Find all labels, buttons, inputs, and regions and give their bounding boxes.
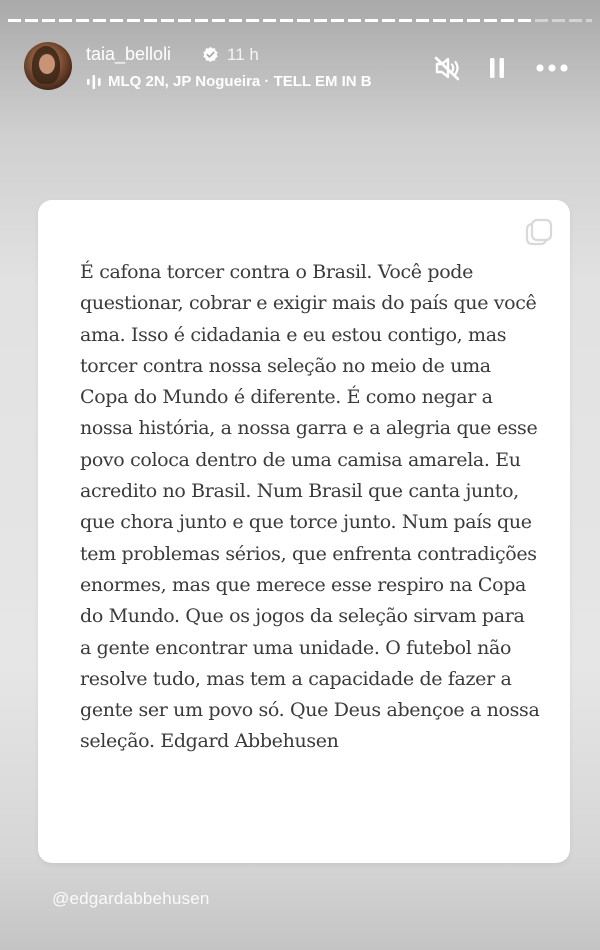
copy-icon[interactable] (524, 218, 554, 248)
mute-button[interactable] (432, 54, 462, 82)
progress-seen-segments (8, 19, 531, 22)
speaker-muted-icon (433, 55, 461, 81)
avatar[interactable] (24, 42, 72, 90)
mention-sticker[interactable]: @edgardabbehusen (52, 889, 210, 908)
more-horizontal-icon (535, 63, 569, 73)
post-card[interactable] (38, 200, 570, 863)
more-options-button[interactable] (532, 54, 572, 82)
music-bars-icon (86, 75, 102, 89)
post-text: É cafona torcer contra o Brasil. Você pode questionar, cobrar e exigir mais do país que você ama. Isso é cidadania e eu estou contigo, mas torcer contra nossa seleção no meio de uma Copa do Mundo é diferente. É como negar a nossa história, a nossa garra e a alegria que esse povo coloca dentro de uma camisa amarela. Eu acredito no Brasil. Num Brasil que canta junto, que chora junto e que torce junto. Num país que tem problemas sérios, que enfrenta contradições enormes, mas que merece esse respiro na Copa do Mundo. Que os jogos da seleção sirvam para a gente encontrar uma unidade. O futebol não resolve tudo, mas tem a capacidade de fazer a gente ser um povo só. Que Deus abençoe a nossa seleção. Edgard Abbehusen (80, 261, 540, 753)
verified-badge-icon (202, 46, 219, 63)
pause-button[interactable] (482, 54, 512, 82)
pause-icon (487, 56, 507, 80)
story-header (24, 42, 584, 94)
username[interactable]: taia_belloli (86, 44, 172, 64)
story-progress-bar (8, 19, 592, 22)
music-track-label[interactable]: MLQ 2N, JP Nogueira · TELL EM IN B (108, 73, 372, 90)
post-time: 11 h (227, 45, 259, 64)
avatar-face (39, 54, 55, 74)
progress-unseen-segments (535, 19, 592, 22)
